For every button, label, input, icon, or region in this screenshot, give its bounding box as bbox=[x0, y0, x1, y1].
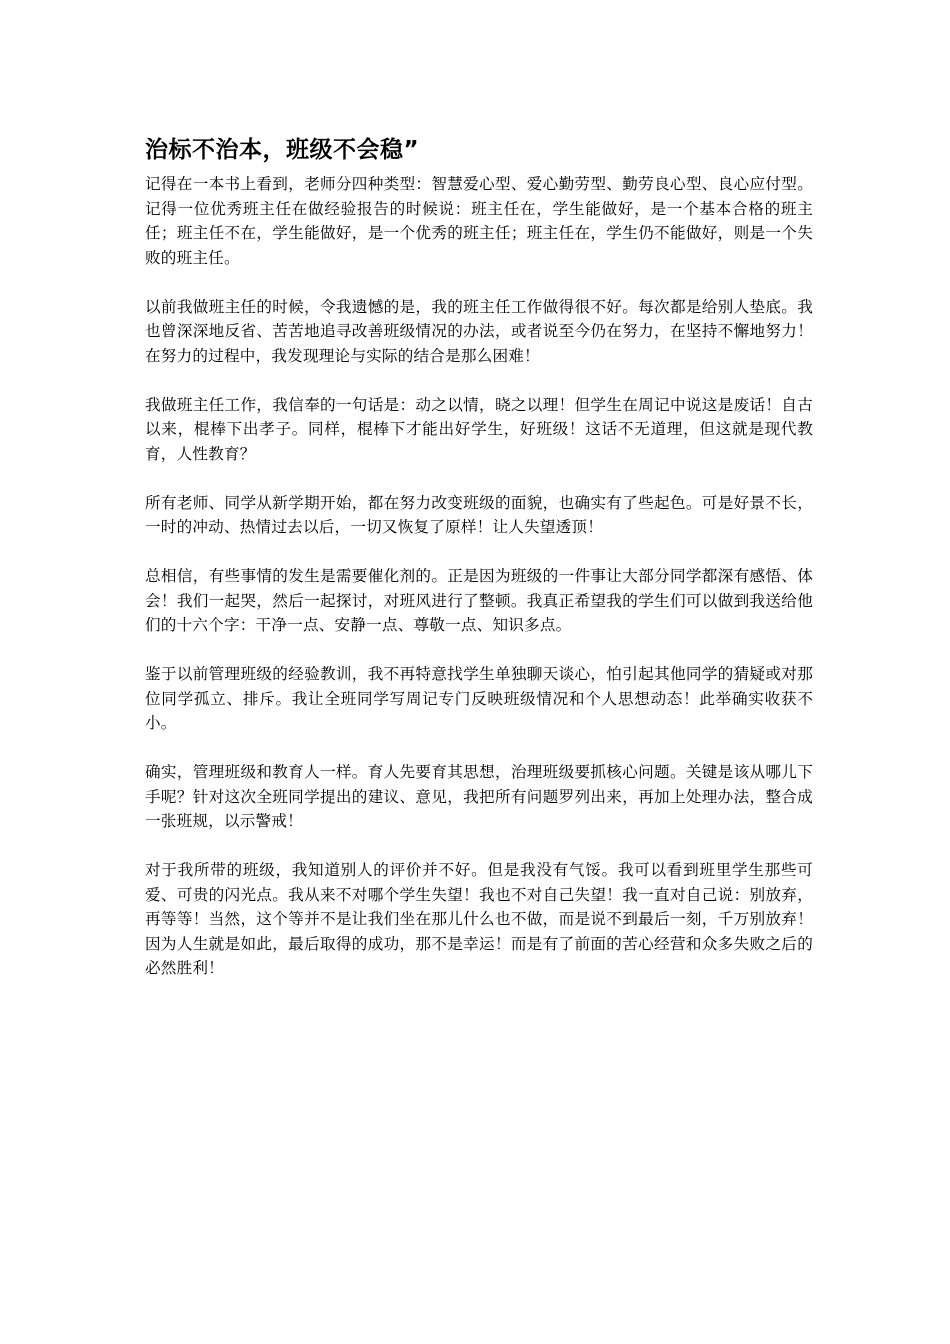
paragraph-4: 所有老师、同学从新学期开始，都在努力改变班级的面貌，也确实有了些起色。可是好景不长，一时的冲动、热情过去以后，一切又恢复了原样！让人失望透顶！ bbox=[145, 493, 813, 536]
paragraph-2: 以前我做班主任的时候，令我遗憾的是，我的班主任工作做得很不好。每次都是给别人垫底。我也曾深深地反省、苦苦地追寻改善班级情况的办法，或者说至今仍在努力，在坚持不懈地努力！在努力的过程中，我发现理论与实际的结合是那么困难！ bbox=[145, 297, 813, 365]
paragraph-6: 鉴于以前管理班级的经验教训，我不再特意找学生单独聊天谈心，怕引起其他同学的猜疑或对那位同学孤立、排斥。我让全班同学写周记专门反映班级情况和个人思想动态！此举确实收获不小。 bbox=[145, 665, 813, 732]
paragraph-1: 记得在一本书上看到，老师分四种类型：智慧爱心型、爱心勤劳型、勤劳良心型、良心应付型。记得一位优秀班主任在做经验报告的时候说：班主任在，学生能做好，是一个基本合格的班主任；班主任不在，学生能做好，是一个优秀的班主任；班主任在，学生仍不能做好，则是一个失败的班主任。 bbox=[145, 175, 813, 267]
paragraph-5: 总相信，有些事情的发生是需要催化剂的。正是因为班级的一件事让大部分同学都深有感悟、体会！我们一起哭，然后一起探讨，对班风进行了整顿。我真正希望我的学生们可以做到我送给他们的十六个字：干净一点、安静一点、尊敬一点、知识多点。 bbox=[145, 567, 813, 634]
paragraph-7: 确实，管理班级和教育人一样。育人先要育其思想，治理班级要抓核心问题。关键是该从哪儿下手呢？针对这次全班同学提出的建议、意见，我把所有问题罗列出来，再加上处理办法，整合成一张班规，以示警戒！ bbox=[145, 763, 813, 830]
document-page bbox=[145, 130, 813, 1005]
document-title: 治标不治本，班级不会稳” bbox=[145, 137, 420, 163]
paragraph-3: 我做班主任工作，我信奉的一句话是：动之以情，晓之以理！但学生在周记中说这是废话！自古以来，棍棒下出孝子。同样，棍棒下才能出好学生，好班级！这话不无道理，但这就是现代教育，人性教育？ bbox=[145, 395, 813, 463]
paragraph-8: 对于我所带的班级，我知道别人的评价并不好。但是我没有气馁。我可以看到班里学生那些可爱、可贵的闪光点。我从来不对哪个学生失望！我也不对自己失望！我一直对自己说：别放弃，再等等！当然，这个等并不是让我们坐在那儿什么也不做，而是说不到最后一刻，千万别放弃！因为人生就是如此，最后取得的成功，那不是幸运！而是有了前面的苦心经营和众多失败之后的必然胜利！ bbox=[145, 861, 813, 977]
